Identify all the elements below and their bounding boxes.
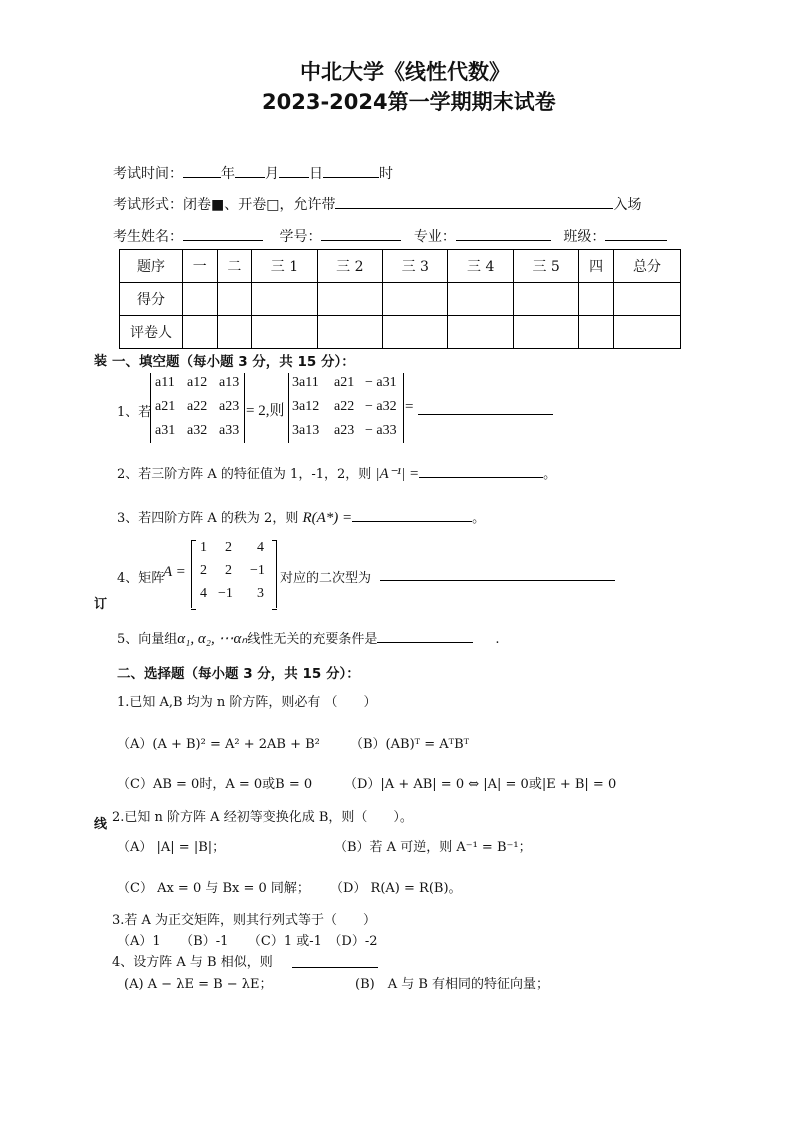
exam-format-label: 考试形式：闭卷■、开卷□，允许带 [113, 197, 336, 213]
choice-q3-options[interactable]: （A）1 （B）-1 （C）1 或-1 （D）-2 [117, 934, 378, 949]
fill-q3-stem: 3、若四阶方阵 A 的秩为 2，则 [117, 511, 299, 526]
student-name-blank[interactable] [183, 226, 263, 241]
grader-cell[interactable] [217, 316, 252, 349]
score-cell[interactable] [317, 283, 382, 316]
grader-cell[interactable] [383, 316, 448, 349]
det2-cell: − a33 [365, 423, 397, 438]
section2-heading: 二、选择题（每小题 3 分，共 15 分）： [117, 666, 360, 682]
matrix-cell: 2 [200, 563, 207, 578]
exam-title-line1: 中北大学《线性代数》 [300, 60, 510, 84]
det2-cell: 3a12 [292, 399, 320, 414]
fill-q4-matrix-name: A = [163, 564, 186, 580]
determinant-2 [288, 373, 404, 443]
score-header-cell: 三 2 [317, 250, 382, 283]
fill-q4-prefix: 4、矩阵 [117, 571, 165, 586]
fill-q1-answer-blank[interactable] [418, 413, 553, 415]
fill-q5-suffix: 线性无关的充要条件是 [247, 632, 378, 647]
fill-q3-answer-blank[interactable] [352, 507, 472, 522]
class-label: 班级： [563, 229, 606, 245]
matrix-cell: −1 [218, 586, 233, 601]
fill-q5-vectors: α₁, α₂, ⋯αₙ [177, 631, 248, 647]
student-info-row [113, 226, 667, 246]
det2-cell: − a32 [365, 399, 397, 414]
matrix-cell: 2 [225, 563, 232, 578]
score-cell[interactable] [252, 283, 317, 316]
choice-q2-option-b[interactable]: （B）若 A 可逆，则 A⁻¹ = B⁻¹； [334, 840, 532, 855]
determinant-1 [150, 373, 245, 443]
grader-cell[interactable] [252, 316, 317, 349]
score-cell[interactable] [513, 283, 578, 316]
det1-cell: a31 [155, 423, 176, 438]
score-table-header-row [120, 250, 681, 283]
matrix-cell: 2 [225, 540, 232, 555]
exam-time-row [113, 163, 393, 183]
fill-q2-stem: 2、若三阶方阵 A 的特征值为 1，-1，2，则 [117, 467, 372, 482]
score-cell[interactable] [217, 283, 252, 316]
score-header-cell: 三 1 [252, 250, 317, 283]
allowed-items-blank[interactable] [335, 194, 613, 209]
matrix-cell: 3 [257, 586, 264, 601]
class-blank[interactable] [605, 226, 667, 241]
score-header-cell: 三 5 [513, 250, 578, 283]
score-table [119, 249, 681, 349]
choice-q1-option-d[interactable]: （D）|A + AB| = 0 ⇔ |A| = 0或|E + B| = 0 [344, 777, 617, 792]
binding-mark-xian: 线 [94, 817, 108, 832]
det1-cell: a22 [187, 399, 208, 414]
fill-q2-end: 。 [543, 467, 557, 482]
major-blank[interactable] [456, 226, 551, 241]
grader-cell[interactable] [614, 316, 681, 349]
exam-format-row [113, 194, 641, 214]
choice-q2-option-d[interactable]: （D） R(A) = R(B)。 [330, 881, 462, 896]
score-header-cell: 三 3 [383, 250, 448, 283]
matrix-cell: 1 [200, 540, 207, 555]
fill-q5-prefix: 5、向量组 [117, 632, 178, 647]
det1-cell: a32 [187, 423, 208, 438]
fill-q1-mid: = 2,则 [246, 403, 285, 419]
binding-mark-zhuang: 装 [94, 354, 108, 369]
det2-cell: a21 [334, 375, 355, 390]
score-header-cell: 一 [183, 250, 218, 283]
score-header-cell: 三 4 [448, 250, 513, 283]
month-label: 月 [265, 166, 279, 182]
det1-cell: a11 [155, 375, 175, 390]
fill-q1-prefix: 1、若 [117, 405, 152, 420]
hour-blank[interactable] [323, 163, 379, 178]
score-cell[interactable] [383, 283, 448, 316]
fill-q3-text [117, 507, 485, 527]
student-id-label: 学号： [279, 229, 322, 245]
section1-heading: 一、填空题（每小题 3 分，共 15 分）： [112, 354, 355, 370]
fill-q2-answer-blank[interactable] [419, 463, 543, 478]
day-label: 日 [309, 166, 323, 182]
exam-title-line2: 2023-2024第一学期期末试卷 [262, 90, 556, 114]
exam-format-end: 入场 [613, 197, 642, 213]
fill-q3-end: 。 [472, 511, 486, 526]
year-label: 年 [221, 166, 235, 182]
choice-q2-stem: 2.已知 n 阶方阵 A 经初等变换化成 B，则（ ）。 [112, 810, 413, 825]
det2-cell: 3a13 [292, 423, 320, 438]
major-label: 专业： [413, 229, 456, 245]
det2-cell: 3a11 [292, 375, 319, 390]
exam-time-label: 考试时间： [113, 166, 183, 182]
score-cell[interactable] [579, 283, 614, 316]
fill-q4-answer-blank[interactable] [380, 579, 615, 581]
score-table-row [120, 283, 681, 316]
binding-mark-ding: 订 [94, 597, 108, 612]
fill-q2-expr: |A⁻¹| = [375, 466, 420, 482]
fill-q4-suffix: 对应的二次型为 [280, 571, 372, 586]
grader-row [120, 316, 681, 349]
score-header-cell: 总分 [614, 250, 681, 283]
choice-q2-option-c[interactable]: （C） Ax = 0 与 Bx = 0 同解； [117, 881, 310, 896]
year-blank[interactable] [183, 163, 221, 178]
score-row-label: 得分 [120, 283, 183, 316]
fill-q3-expr: R(A*) = [302, 510, 353, 526]
grader-cell[interactable] [579, 316, 614, 349]
fill-q5-end: . [495, 632, 500, 647]
month-blank[interactable] [235, 163, 265, 178]
choice-q4-option-b[interactable]: (B) A 与 B 有相同的特征向量； [355, 977, 550, 992]
choice-q1-option-a[interactable]: （A）(A + B)² = A² + 2AB + B² [117, 737, 320, 752]
day-blank[interactable] [279, 163, 309, 178]
choice-q2-option-a[interactable]: （A） |A| = |B|； [117, 840, 226, 855]
fill-q5-text [117, 628, 499, 648]
choice-q4-stem: 4、设方阵 A 与 B 相似，则 [112, 955, 273, 970]
choice-q3-stem: 3.若 A 为正交矩阵，则其行列式等于（ ） [112, 913, 377, 928]
score-cell[interactable] [614, 283, 681, 316]
det1-cell: a21 [155, 399, 176, 414]
matrix-cell: 4 [257, 540, 264, 555]
choice-q1-option-b[interactable]: （B）(AB)ᵀ = AᵀBᵀ [350, 737, 470, 752]
choice-q1-option-c[interactable]: （C）AB = 0时，A = 0或B = 0 [117, 777, 313, 792]
fill-q1-equals: = [405, 399, 414, 415]
matrix-cell: 4 [200, 586, 207, 601]
score-cell[interactable] [448, 283, 513, 316]
grader-cell[interactable] [183, 316, 218, 349]
grader-row-label: 评卷人 [120, 316, 183, 349]
det2-cell: a22 [334, 399, 355, 414]
grader-cell[interactable] [513, 316, 578, 349]
score-header-cell: 题序 [120, 250, 183, 283]
hour-label: 时 [379, 166, 393, 182]
det1-cell: a12 [187, 375, 208, 390]
student-name-label: 考生姓名： [113, 229, 183, 245]
score-cell[interactable] [183, 283, 218, 316]
score-header-cell: 二 [217, 250, 252, 283]
det1-cell: a33 [219, 423, 240, 438]
student-id-blank[interactable] [321, 226, 401, 241]
score-header-cell: 四 [579, 250, 614, 283]
choice-q1-stem: 1.已知 A,B 均为 n 阶方阵，则必有 （ ） [117, 695, 377, 710]
grader-cell[interactable] [448, 316, 513, 349]
matrix-cell: −1 [250, 563, 265, 578]
choice-q4-option-a[interactable]: (A) A − λE = B − λE； [124, 977, 273, 992]
det2-cell: − a31 [365, 375, 397, 390]
fill-q2-text [117, 463, 556, 483]
det1-cell: a23 [219, 399, 240, 414]
fill-q5-answer-blank[interactable] [377, 628, 473, 643]
det2-cell: a23 [334, 423, 355, 438]
det1-cell: a13 [219, 375, 240, 390]
grader-cell[interactable] [317, 316, 382, 349]
matrix-A [191, 540, 277, 608]
choice-q4-answer-blank[interactable] [292, 966, 378, 968]
